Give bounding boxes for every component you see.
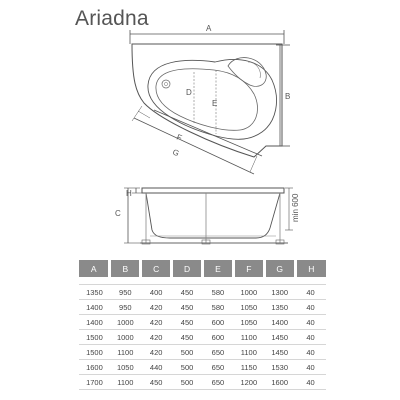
dimension-a-label: A [206, 24, 212, 33]
table-header-h: H [295, 260, 326, 277]
table-cell: 450 [141, 375, 172, 390]
table-header-e: E [203, 260, 234, 277]
table-header-a: A [79, 260, 110, 277]
table-cell: 950 [110, 300, 141, 315]
basin-inner [156, 69, 258, 131]
table-cell: 1400 [79, 315, 110, 330]
table-cell: 500 [172, 375, 203, 390]
table-header-f: F [233, 260, 264, 277]
table-cell: 1050 [110, 360, 141, 375]
table-cell: 1500 [79, 345, 110, 360]
table-cell: 600 [203, 330, 234, 345]
table-cell: 1300 [264, 285, 295, 300]
dimension-min600-label: min 600 [291, 193, 300, 222]
table-cell: 420 [141, 315, 172, 330]
dimension-f-extension [138, 111, 150, 118]
dimension-f-line [154, 110, 262, 156]
dimensions-table [79, 260, 326, 390]
table-cell: 450 [172, 330, 203, 345]
table-cell: 40 [295, 360, 326, 375]
table-cell: 1050 [233, 315, 264, 330]
dimension-g-extension-left [132, 106, 142, 121]
table-cell: 40 [295, 300, 326, 315]
table-cell: 450 [172, 285, 203, 300]
headrest-curve [248, 62, 260, 78]
table-cell: 600 [203, 315, 234, 330]
table-cell: 580 [203, 300, 234, 315]
table-cell: 40 [295, 375, 326, 390]
drain-inner [164, 82, 167, 85]
table-cell: 950 [110, 285, 141, 300]
table-cell: 1600 [264, 375, 295, 390]
dimension-g-extension-right [250, 156, 257, 172]
dimension-g-line [134, 118, 254, 174]
dimension-c-label: C [115, 209, 121, 218]
plan-view [130, 30, 290, 174]
table-row [79, 345, 326, 360]
table-cell: 1700 [79, 375, 110, 390]
table-cell: 650 [203, 375, 234, 390]
table-cell: 1000 [110, 315, 141, 330]
headrest [228, 58, 266, 87]
table-cell: 450 [172, 315, 203, 330]
dimension-h-label: H [126, 189, 132, 198]
table-header-b: B [110, 260, 141, 277]
table-cell: 1530 [264, 360, 295, 375]
table-cell: 40 [295, 330, 326, 345]
side-view [124, 188, 293, 244]
table-header-c: C [141, 260, 172, 277]
page-title: Ariadna [75, 7, 149, 30]
table-cell: 40 [295, 285, 326, 300]
dimension-g-label: G [171, 147, 181, 159]
table-cell: 1400 [264, 315, 295, 330]
table-cell: 1400 [79, 300, 110, 315]
table-header-g: G [264, 260, 295, 277]
tub-body-side [146, 193, 280, 238]
table-spacer [79, 277, 326, 285]
table-row [79, 315, 326, 330]
dimension-d-label: D [186, 88, 192, 97]
table-cell: 500 [172, 345, 203, 360]
table-cell: 1050 [233, 300, 264, 315]
table-cell: 1600 [79, 360, 110, 375]
table-cell: 1350 [79, 285, 110, 300]
tub-rim [142, 188, 284, 193]
table-cell: 650 [203, 345, 234, 360]
table-cell: 1500 [79, 330, 110, 345]
table-cell: 1100 [110, 375, 141, 390]
table-cell: 400 [141, 285, 172, 300]
table-cell: 420 [141, 300, 172, 315]
dimension-f-label: F [175, 132, 184, 143]
dimension-b-label: B [285, 92, 291, 101]
table-cell: 450 [172, 300, 203, 315]
table-row [79, 360, 326, 375]
table-row [79, 375, 326, 390]
table-cell: 1000 [233, 285, 264, 300]
table-header-d: D [172, 260, 203, 277]
table-cell: 1000 [110, 330, 141, 345]
table-cell: 1350 [264, 300, 295, 315]
table-row [79, 285, 326, 300]
table-cell: 440 [141, 360, 172, 375]
table-cell: 420 [141, 345, 172, 360]
table-row [79, 330, 326, 345]
table-cell: 580 [203, 285, 234, 300]
drain-icon [162, 80, 170, 88]
dimension-e-label: E [212, 99, 218, 108]
table-cell: 1150 [233, 360, 264, 375]
table-cell: 40 [295, 345, 326, 360]
table-cell: 1200 [233, 375, 264, 390]
table-cell: 420 [141, 330, 172, 345]
table-cell: 500 [172, 360, 203, 375]
table-row [79, 300, 326, 315]
table-cell: 1100 [110, 345, 141, 360]
table-cell: 1450 [264, 345, 295, 360]
table-cell: 40 [295, 315, 326, 330]
table-header-row [79, 260, 326, 277]
table-cell: 1100 [233, 330, 264, 345]
table-cell: 650 [203, 360, 234, 375]
table-cell: 1100 [233, 345, 264, 360]
table-cell: 1450 [264, 330, 295, 345]
